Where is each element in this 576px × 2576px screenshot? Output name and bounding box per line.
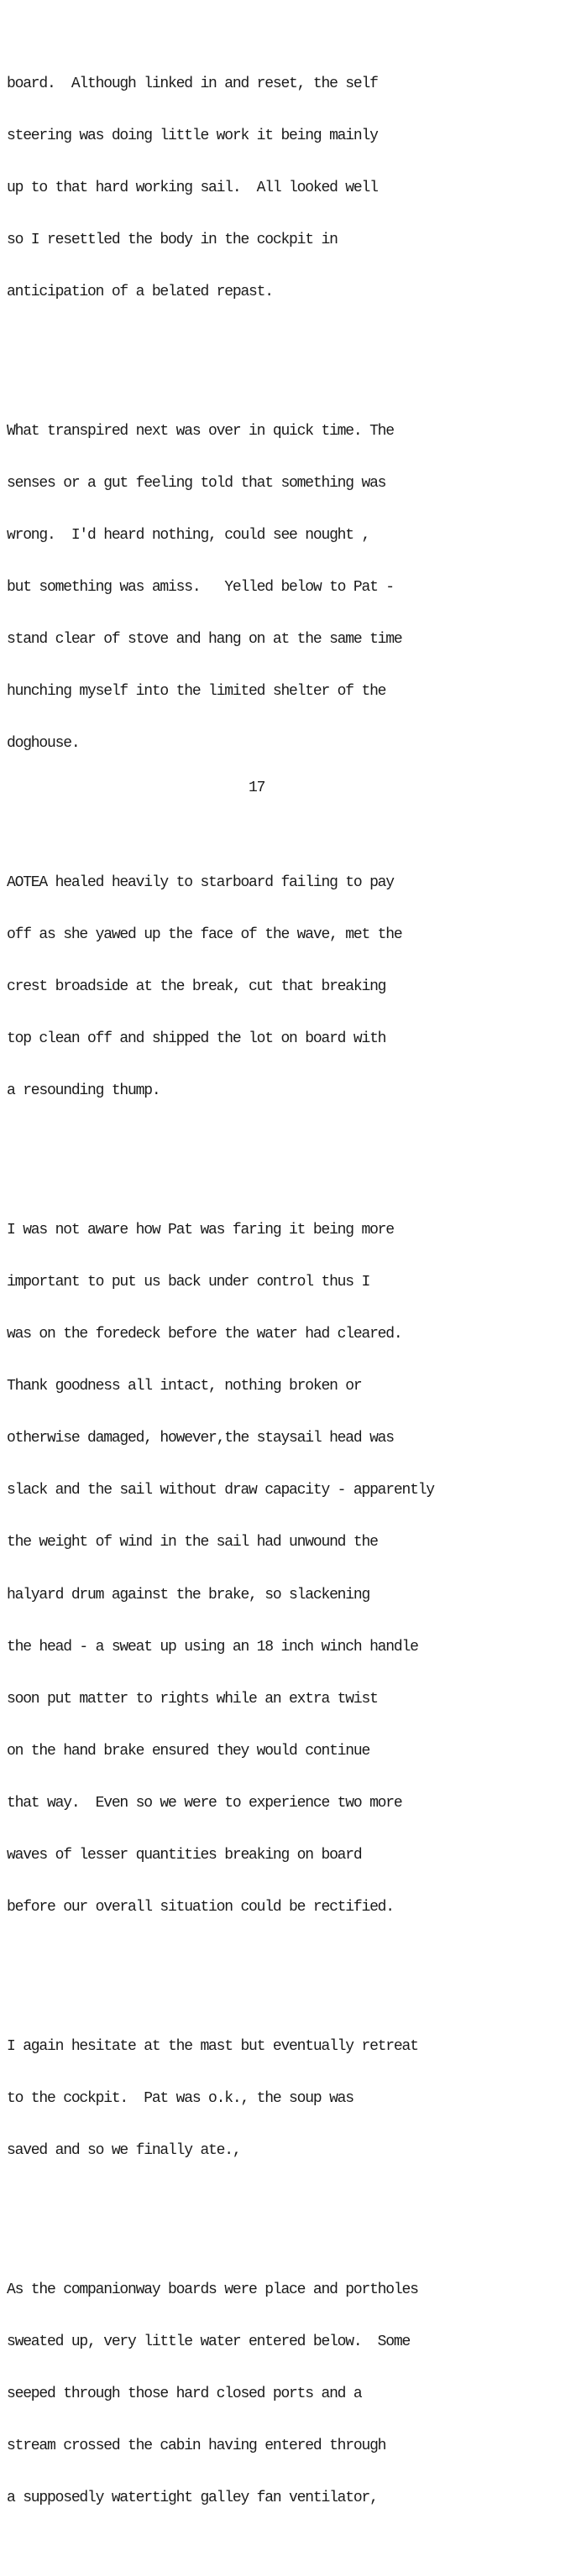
text-line: the head - a sweat up using an 18 inch winch handle	[7, 1638, 418, 1656]
text-line: that way. Even so we were to experience two more	[7, 1794, 402, 1812]
text-line: anticipation of a belated repast.	[7, 284, 273, 301]
text-line: I was not aware how Pat was faring it being more	[7, 1221, 394, 1238]
text-line: board. Although linked in and reset, the self	[7, 75, 378, 92]
text-line: halyard drum against the brake, so slackening	[7, 1586, 370, 1603]
paragraph-6	[7, 2246, 574, 2542]
text-line: a supposedly watertight galley fan ventilator,	[7, 2489, 378, 2506]
text-line: hunching myself into the limited shelter of the	[7, 683, 386, 701]
text-line: on the hand brake ensured they would continue	[7, 1742, 370, 1760]
paragraph-4	[7, 1187, 574, 1952]
text-line: waves of lesser quantities breaking on board	[7, 1847, 362, 1864]
paragraph-3	[7, 840, 574, 1135]
text-line: soon put matter to rights while an extra twist	[7, 1690, 378, 1708]
text-line: but something was amiss. Yelled below to Pat -	[7, 579, 394, 597]
text-line: seeped through those hard closed ports and a	[7, 2385, 362, 2402]
text-line: stand clear of stove and hang on at the same time	[7, 631, 402, 649]
text-line: to the cockpit. Pat was o.k., the soup was	[7, 2089, 353, 2107]
text-line: I again hesitate at the mast but eventually retreat	[7, 2037, 418, 2055]
text-line: As the companionway boards were place and portholes	[7, 2281, 418, 2298]
text-line: doghouse.	[7, 735, 80, 753]
text-line: slack and the sail without draw capacity - apparently	[7, 1482, 434, 1499]
text-line: so I resettled the body in the cockpit in	[7, 232, 338, 249]
text-line: crest broadside at the break, cut that breaking	[7, 978, 386, 996]
text-line: a resounding thump.	[7, 1082, 160, 1100]
text-line: off as she yawed up the face of the wave, met the	[7, 926, 402, 944]
text-line: important to put us back under control thus I	[7, 1274, 370, 1291]
paragraph-1	[7, 40, 574, 336]
text-line: Thank goodness all intact, nothing broken or	[7, 1378, 362, 1395]
paragraph-5	[7, 2003, 574, 2194]
text-line: wrong. I'd heard nothing, could see nought ,	[7, 526, 370, 544]
text-line: stream crossed the cabin having entered through	[7, 2437, 386, 2454]
text-line: saved and so we finally ate.,	[7, 2141, 241, 2159]
paragraph-2	[7, 388, 574, 787]
text-line: was on the foredeck before the water had cleared.	[7, 1326, 402, 1343]
text-line: the weight of wind in the sail had unwound the	[7, 1534, 378, 1551]
text-line: up to that hard working sail. All looked well	[7, 180, 378, 196]
text-line: steering was doing little work it being mainly	[7, 127, 378, 144]
text-line: otherwise damaged, however,the staysail head was	[7, 1430, 394, 1447]
text-line: before our overall situation could be rectified.	[7, 1899, 394, 1916]
text-line: AOTEA healed heavily to starboard failing to pay	[7, 873, 394, 891]
page-number: 17	[249, 780, 265, 796]
text-line: What transpired next was over in quick time. The	[7, 422, 394, 440]
text-line: sweated up, very little water entered below. Some	[7, 2333, 411, 2350]
typed-page-body	[7, 6, 574, 2576]
text-line: top clean off and shipped the lot on board with	[7, 1030, 386, 1048]
text-line: senses or a gut feeling told that something was	[7, 474, 386, 492]
